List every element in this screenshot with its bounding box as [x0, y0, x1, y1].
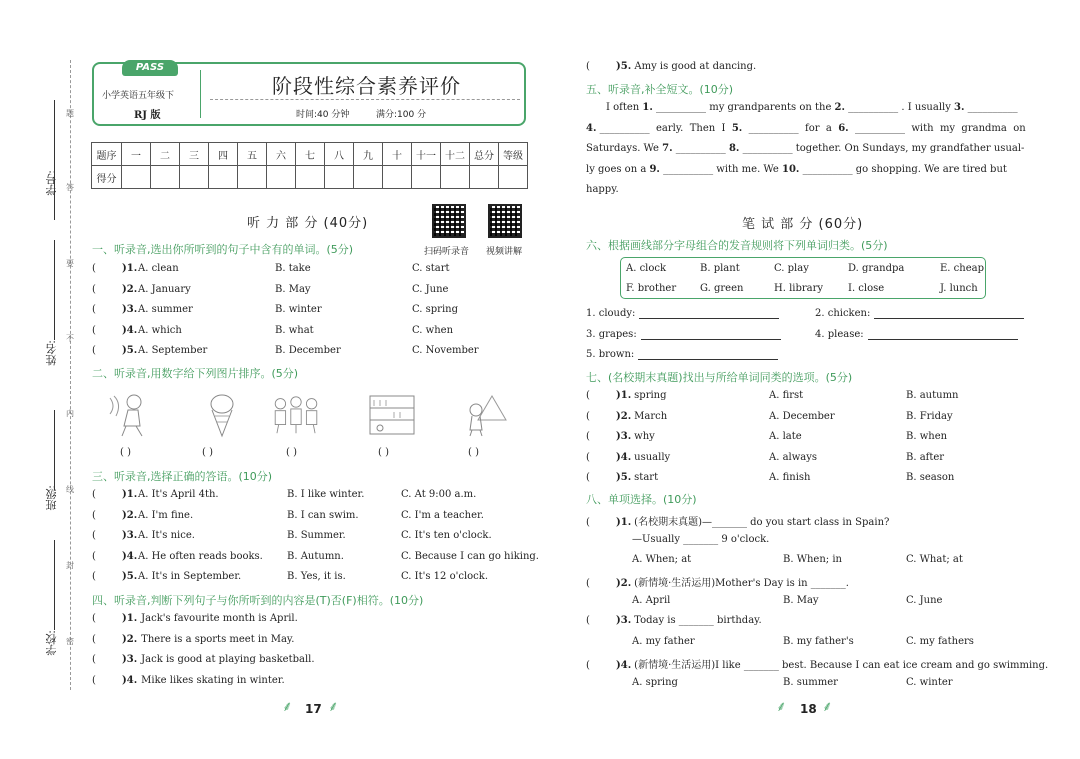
table-cell: 十二: [441, 143, 470, 166]
word-option: E. cheap: [940, 263, 984, 274]
edition-label: RJ 版: [134, 110, 161, 121]
option-c[interactable]: C. start: [412, 263, 450, 274]
option-c[interactable]: C. spring: [412, 304, 459, 316]
qr-code-icon[interactable]: [488, 204, 522, 238]
score-cell[interactable]: [499, 166, 528, 189]
score-cell[interactable]: [383, 166, 412, 189]
question-text: (名校期末真题)—_______ do you start class in Spain?: [634, 517, 890, 528]
blank-number[interactable]: 8.: [728, 143, 740, 154]
passage-text: __________ go shopping. We are tired but: [799, 163, 1007, 175]
score-cell[interactable]: [122, 166, 151, 189]
question-row: [586, 615, 762, 626]
blank-number[interactable]: 3.: [954, 102, 965, 113]
blank-number[interactable]: 5.: [731, 122, 743, 134]
margin-mark: 要: [66, 259, 74, 268]
time-label: 时间:40 分钟: [296, 110, 350, 120]
score-cell[interactable]: [238, 166, 267, 189]
option-b[interactable]: B. season: [906, 472, 955, 483]
answer-line[interactable]: [868, 329, 1018, 340]
answer-bracket[interactable]: (: [92, 263, 96, 274]
question-number: )1.: [616, 517, 632, 528]
answer-line[interactable]: [639, 308, 779, 319]
option-a[interactable]: A. late: [769, 431, 802, 442]
option-c[interactable]: C. What; at: [906, 554, 963, 565]
statement-row: [92, 675, 285, 686]
question-number: )3.: [122, 304, 138, 316]
option-b[interactable]: B. I can swim.: [287, 509, 359, 521]
margin-mark: 密: [66, 637, 74, 646]
option-c[interactable]: C. when: [412, 324, 454, 336]
section-5-title: 五、听录音,补全短文。(10分): [586, 83, 734, 96]
classify-answer-row: [815, 329, 1018, 340]
classify-word: 1. cloudy:: [586, 308, 636, 319]
score-cell[interactable]: [354, 166, 383, 189]
option-b[interactable]: B. what: [275, 324, 314, 336]
table-cell: 一: [122, 143, 151, 166]
option-b[interactable]: B. my father's: [783, 635, 854, 647]
answer-bracket[interactable]: (: [92, 674, 96, 686]
option-a[interactable]: A. spring: [632, 676, 678, 688]
statement-row: [92, 613, 298, 624]
blank-number[interactable]: 7.: [662, 143, 673, 154]
name-line: [54, 240, 55, 340]
name-label: 姓名:: [45, 340, 58, 366]
question-number: )2.: [122, 509, 138, 521]
question-row: [92, 325, 137, 336]
answer-bracket[interactable]: (: [586, 410, 590, 422]
order-bracket[interactable]: ( ): [468, 447, 479, 458]
section-7-title: 七、(名校期末真题)找出与所给单词同类的选项。(5分): [586, 371, 853, 384]
answer-bracket[interactable]: (: [92, 654, 96, 666]
passage-text: __________ early. Then I: [596, 122, 732, 134]
table-cell: 四: [209, 143, 238, 166]
question-text-line2: —Usually _______ 9 o'clock.: [632, 533, 770, 545]
word-option: J. lunch: [940, 283, 978, 294]
option-b[interactable]: B. winter: [275, 304, 322, 316]
passage-line: [606, 102, 1022, 113]
blank-number[interactable]: 2.: [834, 102, 845, 113]
score-table-header-row: [92, 143, 528, 166]
section-4-title: 四、听录音,判断下列句子与你所听到的内容是(T)否(F)相符。(10分): [92, 594, 424, 607]
option-a[interactable]: A. clean: [138, 263, 179, 274]
page-number-left: 17: [305, 702, 322, 716]
option-c[interactable]: C. June: [906, 594, 943, 606]
answer-bracket[interactable]: (: [92, 304, 96, 316]
question-row: [92, 304, 137, 315]
blank-number[interactable]: 4.: [586, 122, 597, 134]
margin-mark: 内: [66, 409, 74, 418]
page-number-right: 18: [800, 702, 817, 716]
student-id-line: [54, 100, 55, 220]
page-title: 阶段性综合素养评价: [272, 74, 461, 98]
score-table-score-row: [92, 166, 528, 189]
question-number: )3.: [616, 615, 632, 626]
section-6-title: 六、根据画线部分字母组合的发音规则将下列单词归类。(5分): [586, 239, 888, 252]
order-bracket[interactable]: ( ): [378, 447, 389, 458]
option-a[interactable]: A. September: [138, 345, 208, 357]
word-option: B. plant: [700, 263, 740, 274]
classify-word: 4. please:: [815, 329, 864, 340]
option-c[interactable]: C. At 9:00 a.m.: [401, 489, 477, 500]
option-b[interactable]: B. When; in: [783, 554, 842, 565]
table-cell: 九: [354, 143, 383, 166]
question-row: [586, 574, 849, 589]
question-row: [586, 513, 889, 528]
section-3-title: 三、听录音,选择正确的答语。(10分): [92, 470, 273, 483]
option-b[interactable]: B. December: [275, 345, 341, 357]
question-number: )2.: [122, 283, 138, 295]
question-text: (新情境·生活运用)I like _______ best. Because I can eat ice cream and go swimming.: [634, 660, 1049, 671]
table-cell: 十: [383, 143, 412, 166]
classify-answer-row: [586, 308, 779, 319]
passage-text: __________ for a: [742, 122, 839, 134]
option-a[interactable]: A. When; at: [632, 554, 692, 565]
option-b[interactable]: B. summer: [783, 676, 838, 688]
given-word: usually: [634, 451, 671, 463]
passage-text: ly goes on a: [586, 163, 650, 175]
option-b[interactable]: B. Summer.: [287, 530, 346, 542]
statement-text: Mike likes skating in winter.: [141, 674, 285, 686]
option-b[interactable]: B. Yes, it is.: [287, 571, 346, 583]
question-number: )3.: [616, 431, 632, 442]
word-option: I. close: [848, 283, 885, 294]
option-b[interactable]: B. I like winter.: [287, 489, 365, 500]
word-option: A. clock: [626, 263, 667, 274]
option-a[interactable]: A. always: [769, 451, 818, 463]
classify-answer-row: [586, 349, 778, 360]
picture-ice-cream: [196, 392, 248, 438]
given-word: spring: [634, 390, 667, 401]
passage-text: I often: [606, 102, 643, 113]
answer-bracket[interactable]: (: [586, 472, 590, 483]
option-a[interactable]: A. finish: [769, 472, 811, 483]
answer-bracket[interactable]: (: [92, 571, 96, 583]
question-number: )2.: [122, 633, 138, 645]
classify-word: 5. brown:: [586, 349, 635, 360]
order-bracket[interactable]: ( ): [120, 447, 131, 458]
statement-row: [92, 634, 294, 645]
section-1-title: 一、听录音,选出你所听到的句子中含有的单词。(5分): [92, 243, 354, 256]
option-c[interactable]: C. winter: [906, 676, 953, 688]
score-cell[interactable]: [470, 166, 499, 189]
option-b[interactable]: B. May: [275, 283, 311, 295]
option-b[interactable]: B. Autumn.: [287, 550, 344, 562]
blank-number[interactable]: 6.: [838, 122, 849, 134]
table-cell: 二: [151, 143, 180, 166]
margin-mark: 线: [66, 485, 74, 494]
option-a[interactable]: A. which: [138, 324, 182, 336]
school-label: 学校:: [45, 630, 58, 656]
option-b[interactable]: B. May: [783, 594, 819, 606]
class-label: 班级:: [45, 485, 58, 511]
option-a[interactable]: A. It's April 4th.: [138, 489, 219, 500]
margin-mark: 封: [66, 561, 74, 570]
written-section-title: 笔 试 部 分 (60分): [742, 217, 864, 232]
answer-line[interactable]: [638, 349, 778, 360]
s4-item-5: ( )5. Amy is good at dancing.: [586, 61, 757, 72]
margin-mark: 题: [66, 109, 74, 118]
classify-word: 3. grapes:: [586, 329, 637, 340]
answer-bracket[interactable]: (: [92, 345, 96, 357]
option-a[interactable]: A. December: [769, 410, 835, 422]
passage-line: [586, 184, 1022, 195]
score-cell[interactable]: [267, 166, 296, 189]
blank-number[interactable]: 1.: [642, 102, 653, 113]
passage-text: Saturdays. We: [586, 143, 663, 154]
statement-text: There is a sports meet in May.: [141, 633, 295, 645]
qr-caption-audio: 扫码听录音: [424, 247, 470, 257]
question-number: )5.: [122, 345, 138, 357]
answer-bracket[interactable]: (: [92, 509, 96, 521]
passage-text: __________ my grandparents on the: [652, 102, 835, 113]
question-number: )4.: [616, 451, 632, 463]
classify-word: 2. chicken:: [815, 308, 871, 319]
given-word: start: [634, 472, 659, 483]
listening-section-title: 听 力 部 分 (40分): [247, 216, 369, 231]
question-number: )4.: [122, 674, 138, 686]
score-cell[interactable]: [151, 166, 180, 189]
word-option: F. brother: [626, 283, 677, 294]
blank-number[interactable]: 10.: [782, 163, 800, 175]
question-number: )1.: [122, 263, 138, 274]
question-row: [92, 530, 137, 541]
word-option: H. library: [774, 283, 824, 294]
option-c[interactable]: C. November: [412, 345, 479, 357]
question-row: [586, 656, 1048, 671]
blank-number[interactable]: 9.: [649, 163, 660, 175]
answer-bracket[interactable]: (: [586, 431, 590, 442]
picture-shop-shelves: [366, 392, 418, 438]
question-row: [92, 510, 137, 521]
answer-bracket[interactable]: (: [92, 550, 96, 562]
given-word: why: [634, 431, 655, 442]
option-b[interactable]: B. Friday: [906, 410, 953, 422]
option-c[interactable]: C. Because I can go hiking.: [401, 550, 539, 562]
answer-line[interactable]: [641, 329, 781, 340]
question-text: Today is _______ birthday.: [634, 615, 762, 626]
question-row: [92, 489, 137, 500]
answer-bracket[interactable]: (: [92, 613, 96, 624]
question-row: [92, 571, 137, 582]
score-cell[interactable]: [325, 166, 354, 189]
question-row: [92, 551, 137, 562]
question-text: (新情境·生活运用)Mother's Day is in _______.: [634, 578, 849, 589]
question-row: [586, 411, 667, 422]
question-number: )1.: [122, 613, 138, 624]
question-number: )5.: [616, 472, 632, 483]
option-a[interactable]: A. It's nice.: [138, 530, 195, 542]
passage-text: __________ with my grandma on: [848, 122, 1026, 134]
passage-text: happy.: [586, 184, 619, 195]
score-cell[interactable]: [412, 166, 441, 189]
score-cell[interactable]: [296, 166, 325, 189]
qr-caption-video: 视频讲解: [486, 247, 523, 257]
table-cell: 等级: [499, 143, 528, 166]
answer-bracket[interactable]: (: [92, 633, 96, 645]
score-table: [91, 142, 528, 189]
qr-code-icon[interactable]: [432, 204, 466, 238]
option-a[interactable]: A. January: [138, 283, 191, 295]
question-number: )1.: [122, 489, 138, 500]
option-c[interactable]: C. I'm a teacher.: [401, 509, 484, 521]
passage-text: __________: [964, 102, 1018, 113]
classify-answer-row: [815, 308, 1024, 319]
score-cell[interactable]: [441, 166, 470, 189]
score-cell[interactable]: [209, 166, 238, 189]
option-c[interactable]: C. June: [412, 283, 449, 295]
passage-line: [586, 122, 1026, 134]
tree-icon: ⸙: [776, 699, 787, 715]
statement-text: Jack's favourite month is April.: [141, 613, 298, 624]
pass-logo: PASS: [122, 60, 178, 76]
table-cell: 得分: [92, 166, 122, 189]
given-word: March: [634, 410, 668, 422]
table-cell: 六: [267, 143, 296, 166]
passage-text: __________ together. On Sundays, my grandfather usual-: [739, 143, 1025, 154]
table-cell: 三: [180, 143, 209, 166]
answer-bracket[interactable]: (: [586, 660, 590, 671]
answer-bracket[interactable]: (: [586, 517, 590, 528]
order-bracket[interactable]: ( ): [202, 447, 213, 458]
header-rule: [210, 99, 520, 100]
word-option: C. play: [774, 263, 809, 274]
classify-answer-row: [586, 329, 781, 340]
picture-kid-leaves: [104, 392, 156, 438]
option-c[interactable]: C. It's 12 o'clock.: [401, 571, 489, 583]
option-b[interactable]: B. when: [906, 431, 948, 442]
question-row: [586, 452, 670, 463]
table-cell: 八: [325, 143, 354, 166]
order-bracket[interactable]: ( ): [286, 447, 297, 458]
passage-text: __________ . I usually: [845, 102, 955, 113]
answer-bracket[interactable]: (: [92, 283, 96, 295]
picture-girl-hiking: [462, 392, 514, 438]
option-b[interactable]: B. autumn: [906, 390, 959, 401]
question-number: )4.: [122, 550, 138, 562]
passage-text: __________ with me. We: [659, 163, 782, 175]
option-a[interactable]: A. my father: [632, 635, 695, 647]
school-line: [54, 540, 55, 630]
question-row: [586, 472, 658, 483]
table-cell: 七: [296, 143, 325, 166]
question-number: )3.: [122, 654, 138, 666]
option-a[interactable]: A. I'm fine.: [138, 509, 194, 521]
section-8-title: 八、单项选择。(10分): [586, 493, 697, 506]
option-a[interactable]: A. summer: [138, 304, 193, 316]
table-cell: 五: [238, 143, 267, 166]
question-number: )2.: [616, 410, 632, 422]
margin-mark: 答: [66, 183, 74, 192]
answer-bracket[interactable]: (: [92, 489, 96, 500]
option-c[interactable]: C. It's ten o'clock.: [401, 530, 492, 542]
passage-text: __________: [672, 143, 729, 154]
answer-bracket[interactable]: (: [92, 324, 96, 336]
question-row: [586, 431, 655, 442]
passage-line: [586, 143, 1025, 154]
question-number: )2.: [616, 578, 632, 589]
binding-line: [70, 60, 71, 690]
option-a[interactable]: A. He often reads books.: [138, 550, 263, 562]
answer-bracket[interactable]: (: [586, 451, 590, 463]
word-option: D. grandpa: [848, 263, 905, 274]
question-number: )1.: [616, 390, 632, 401]
full-score-label: 满分:100 分: [376, 110, 427, 120]
word-option: G. green: [700, 283, 744, 294]
header-divider: [200, 70, 201, 118]
question-row: [92, 284, 137, 295]
answer-line[interactable]: [874, 308, 1024, 319]
answer-bracket[interactable]: (: [586, 615, 590, 626]
answer-bracket[interactable]: (: [92, 530, 96, 542]
tree-icon: ⸙: [328, 699, 339, 715]
table-cell: 题序: [92, 143, 122, 166]
option-c[interactable]: C. my fathers: [906, 635, 974, 647]
tree-icon: ⸙: [822, 699, 833, 715]
question-row: [92, 345, 137, 356]
question-number: )5.: [122, 571, 138, 583]
question-row: [92, 263, 137, 274]
question-number: )3.: [122, 530, 138, 542]
question-row: [586, 390, 667, 401]
grade-label: 小学英语五年级下: [102, 91, 175, 101]
option-a[interactable]: A. April: [632, 594, 671, 606]
margin-mark: 不: [66, 334, 74, 343]
option-b[interactable]: B. take: [275, 263, 311, 274]
score-cell[interactable]: [180, 166, 209, 189]
question-number: )4.: [616, 660, 632, 671]
table-cell: 总分: [470, 143, 499, 166]
class-line: [54, 410, 55, 490]
passage-line: [586, 164, 1022, 175]
picture-kids-playing: [270, 392, 322, 438]
option-b[interactable]: B. after: [906, 451, 945, 463]
section-2-title: 二、听录音,用数字给下列图片排序。(5分): [92, 367, 299, 380]
student-id-label: 学号:: [45, 170, 58, 196]
tree-icon: ⸙: [282, 699, 293, 715]
option-a[interactable]: A. It's in September.: [138, 571, 242, 583]
statement-row: [92, 654, 315, 665]
answer-bracket[interactable]: (: [586, 390, 590, 401]
option-a[interactable]: A. first: [769, 390, 804, 401]
statement-text: Jack is good at playing basketball.: [141, 654, 315, 666]
table-cell: 十一: [412, 143, 441, 166]
answer-bracket[interactable]: (: [586, 578, 590, 589]
question-number: )4.: [122, 324, 138, 336]
